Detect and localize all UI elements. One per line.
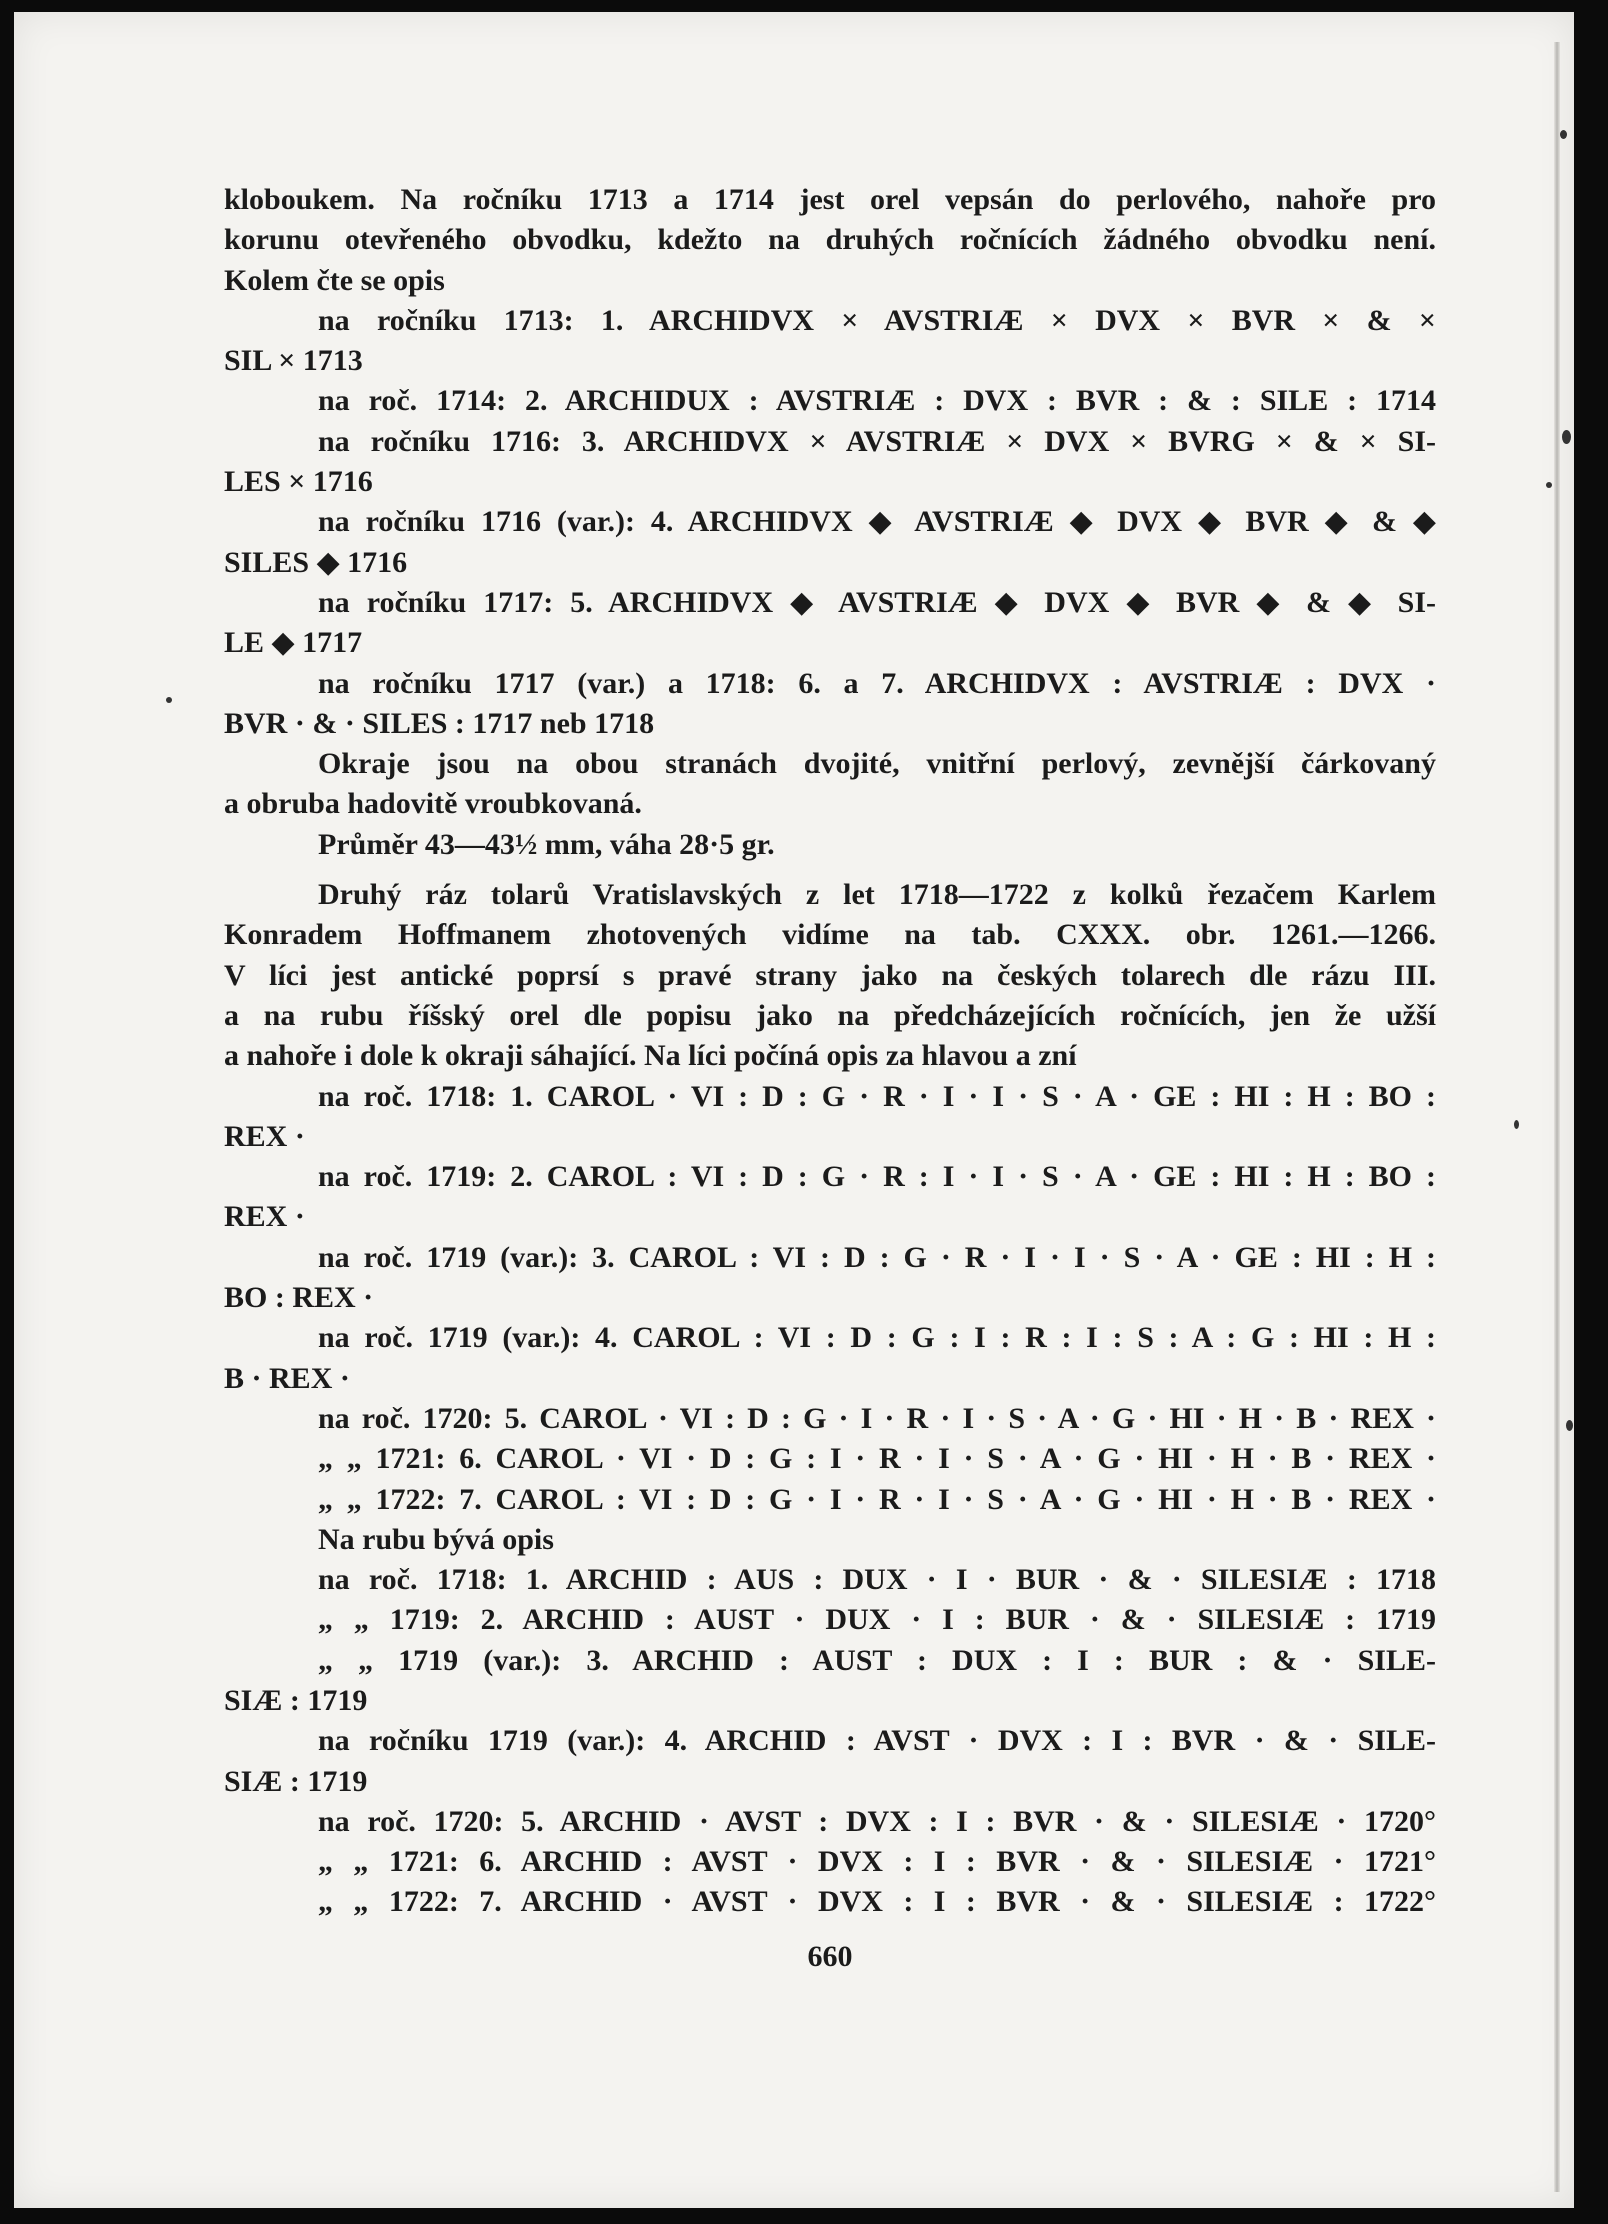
text-line: Okraje jsou na obou stranách dvojité, vnitřní perlový, zevnější čárkovaný	[318, 747, 1436, 781]
speck-mark	[1562, 430, 1571, 444]
body-text	[224, 180, 1436, 1923]
text-line: REX ·	[224, 1119, 305, 1153]
text-line: SIL × 1713	[224, 344, 363, 378]
text-line: a obruba hadovitě vroubkovaná.	[224, 787, 642, 821]
text-line: na roč. 1720: 5. ARCHID · AVST : DVX : I : BVR · & · SILESIÆ · 1720°	[318, 1804, 1436, 1838]
text-line: na ročníku 1716: 3. ARCHIDVX × AVSTRIÆ × DVX × BVRG × & × SI-	[318, 424, 1436, 458]
text-line: na roč. 1719 (var.): 4. CAROL : VI : D : G : I : R : I : S : A : G : HI : H :	[318, 1321, 1436, 1355]
text-line: na roč. 1719: 2. CAROL : VI : D : G · R : I · I · S · A · GE : HI : H : BO :	[318, 1160, 1436, 1194]
text-line: korunu otevřeného obvodku, kdežto na druhých ročnících žádného obvodku není.	[224, 223, 1436, 257]
speck-mark	[166, 697, 172, 703]
text-line: na roč. 1714: 2. ARCHIDUX : AVSTRIÆ : DVX : BVR : & : SILE : 1714	[318, 384, 1436, 418]
text-line: na ročníku 1717: 5. ARCHIDVX ◆ AVSTRIÆ ◆ DVX ◆ BVR ◆ & ◆ SI-	[318, 585, 1436, 619]
text-line: „ „ 1719 (var.): 3. ARCHID : AUST : DUX : I : BUR : & · SILE-	[318, 1643, 1436, 1677]
speck-mark	[1560, 130, 1567, 139]
text-line: Konradem Hoffmanem zhotovených vidíme na tab. CXXX. obr. 1261.—1266.	[224, 918, 1436, 952]
text-line: REX ·	[224, 1200, 305, 1234]
text-line: na roč. 1718: 1. ARCHID : AUS : DUX · I · BUR · & · SILESIÆ : 1718	[318, 1563, 1436, 1597]
speck-mark	[1546, 482, 1552, 488]
text-line: „ „ 1721: 6. CAROL · VI · D : G : I · R · I · S · A · G · HI · H · B · REX ·	[318, 1442, 1436, 1476]
text-line: „ „ 1722: 7. CAROL : VI : D : G · I · R · I · S · A · G · HI · H · B · REX ·	[318, 1482, 1436, 1516]
text-line: na roč. 1718: 1. CAROL · VI : D : G · R · I · I · S · A · GE : HI : H : BO :	[318, 1079, 1436, 1113]
text-line: „ „ 1719: 2. ARCHID : AUST · DUX · I : BUR · & · SILESIÆ : 1719	[318, 1603, 1436, 1637]
text-line: a nahoře i dole k okraji sáhající. Na líci počíná opis za hlavou a zní	[224, 1039, 1077, 1073]
text-line: „ „ 1722: 7. ARCHID · AVST · DVX : I : BVR · & · SILESIÆ : 1722°	[318, 1885, 1436, 1919]
text-line: V líci jest antické poprsí s pravé strany jako na českých tolarech dle rázu III.	[224, 958, 1436, 992]
text-line: BO : REX ·	[224, 1281, 374, 1315]
speck-mark	[1566, 1420, 1573, 1431]
text-line: LES × 1716	[224, 465, 373, 499]
text-line: LE ◆ 1717	[224, 626, 363, 660]
text-line: BVR · & · SILES : 1717 neb 1718	[224, 706, 655, 740]
document-page	[14, 12, 1574, 2208]
text-line: na roč. 1720: 5. CAROL · VI : D : G · I · R · I · S · A · G · HI · H · B · REX ·	[318, 1401, 1436, 1435]
text-line: a na rubu říšský orel dle popisu jako na předcházejících ročnících, jen že užší	[224, 998, 1436, 1032]
speck-mark	[1514, 1120, 1519, 1129]
text-line: SIÆ : 1719	[224, 1764, 368, 1798]
text-line: kloboukem. Na ročníku 1713 a 1714 jest orel vepsán do perlového, nahoře pro	[224, 183, 1436, 216]
text-line: „ „ 1721: 6. ARCHID : AVST · DVX : I : BVR · & · SILESIÆ · 1721°	[318, 1845, 1436, 1879]
text-line: SILES ◆ 1716	[224, 545, 408, 579]
paragraph-gap	[224, 865, 1436, 875]
text-line: SIÆ : 1719	[224, 1683, 368, 1717]
text-line: na ročníku 1717 (var.) a 1718: 6. a 7. ARCHIDVX : AVSTRIÆ : DVX ·	[318, 666, 1436, 700]
text-line: na roč. 1719 (var.): 3. CAROL : VI : D : G · R · I · I · S · A · GE : HI : H :	[318, 1240, 1436, 1274]
page-number: 660	[807, 1940, 853, 1973]
text-line: na ročníku 1716 (var.): 4. ARCHIDVX ◆ AVSTRIÆ ◆ DVX ◆ BVR ◆ & ◆	[318, 505, 1437, 539]
page-spine-shadow	[1554, 42, 1560, 2192]
text-line: Kolem čte se opis	[224, 263, 445, 297]
text-line: B · REX ·	[224, 1361, 350, 1395]
text-line: Na rubu bývá opis	[318, 1522, 554, 1556]
text-line: Průměr 43—43½ mm, váha 28·5 gr.	[318, 827, 775, 861]
text-line: na ročníku 1713: 1. ARCHIDVX × AVSTRIÆ × DVX × BVR × & ×	[318, 303, 1436, 337]
text-line: na ročníku 1719 (var.): 4. ARCHID : AVST · DVX : I : BVR · & · SILE-	[318, 1724, 1436, 1758]
text-line: Druhý ráz tolarů Vratislavských z let 1718—1722 z kolků řezačem Karlem	[318, 878, 1436, 912]
